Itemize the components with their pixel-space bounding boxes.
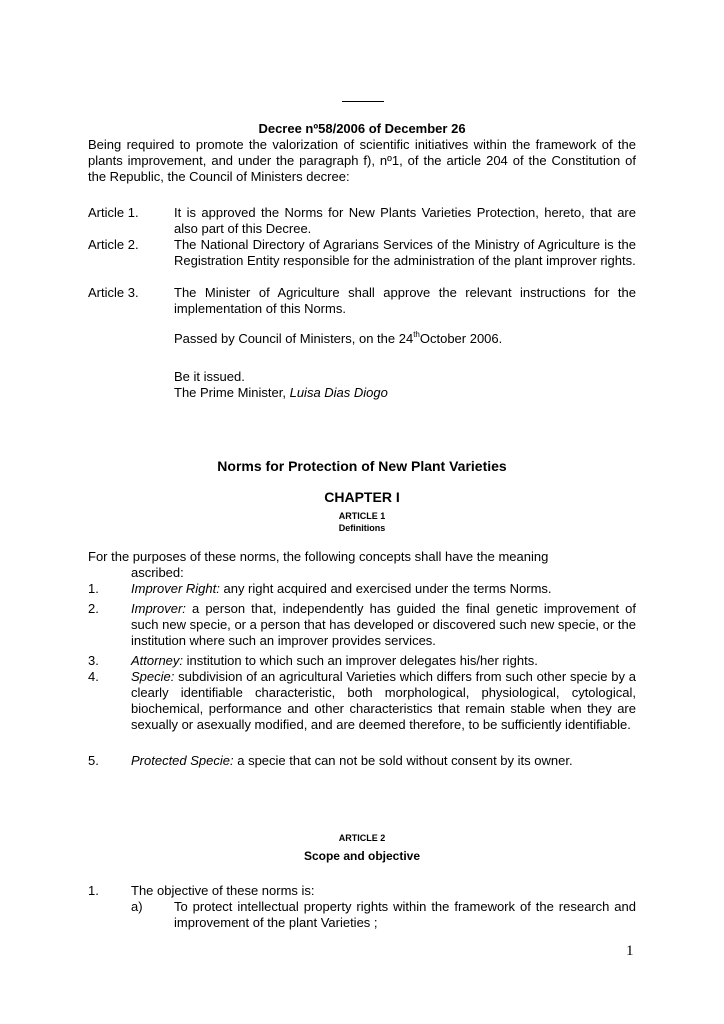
definition-term: Protected Specie: — [131, 753, 234, 768]
article-2-subheading: Scope and objective — [303, 849, 421, 863]
top-rule — [342, 101, 384, 102]
definition-number: 4. — [88, 669, 99, 684]
definition-term: Specie: — [131, 669, 175, 684]
definitions-intro: For the purposes of these norms, the following concepts shall have the meaning — [88, 549, 549, 564]
article-label: Article 3. — [88, 285, 139, 300]
article-text: The Minister of Agriculture shall approve the relevant instructions for the implementation of this Norms. — [174, 285, 636, 316]
article-2-heading: ARTICLE 2 — [338, 833, 386, 843]
norms-title: Norms for Protection of New Plant Varieties — [217, 458, 507, 474]
definition-body — [131, 753, 636, 769]
decree-title: Decree nº58/2006 of December 26 — [258, 121, 466, 136]
definition-text: any right acquired and exercised under the terms Norms. — [219, 581, 552, 596]
definition-term: Attorney: — [131, 653, 184, 668]
definition-text: institution to which such an improver delegates his/her rights. — [183, 653, 538, 668]
article-label: Article 2. — [88, 237, 139, 252]
definition-body — [131, 653, 636, 669]
definition-number: 5. — [88, 753, 99, 768]
preamble-paragraph: Being required to promote the valorization of scientific initiatives within the framework of the plants improvement, and under the paragraph f), nº1, of the article 204 of the Constitution of the Republic, the Council of Ministers decree: — [88, 137, 636, 184]
article-text: It is approved the Norms for New Plants Varieties Protection, hereto, that are also part of this Decree. — [174, 205, 636, 236]
definition-term: Improver: — [131, 601, 186, 616]
passed-superscript: th — [413, 329, 420, 339]
subitem-text: To protect intellectual property rights within the framework of the research and improvement of the plant Varieties ; — [174, 899, 636, 930]
definition-text: subdivision of an agricultural Varieties which differs from such other specie by a clearly identifiable characteristic, both morphological, physiological, cytological, biochemical, performance and other characteristics that remain stable when they are sexually or asexually modified, and are deemed therefore, to be sufficiently identifiable. — [131, 669, 636, 732]
article-text: The National Directory of Agrarians Services of the Ministry of Agriculture is the Registration Entity responsible for the administration of the plant improver rights. — [174, 237, 636, 268]
definitions-intro-continued: ascribed: — [131, 565, 184, 580]
prime-minister-prefix: The Prime Minister, — [174, 385, 290, 400]
passed-before: Passed by Council of Ministers, on the 24 — [174, 331, 414, 346]
chapter-heading: CHAPTER I — [324, 489, 400, 505]
passed-after: October 2006. — [419, 331, 503, 346]
definition-body — [131, 669, 636, 733]
objective-number: 1. — [88, 883, 99, 898]
definition-text: a person that, independently has guided the final genetic improvement of such new specie, or a person that has developed or discovered such new specie, or the institution where such an improver provides services. — [131, 601, 636, 648]
page-number: 1 — [626, 943, 634, 959]
prime-minister-signature — [174, 385, 636, 401]
definition-number: 1. — [88, 581, 99, 596]
article-label: Article 1. — [88, 205, 139, 220]
definition-text: a specie that can not be sold without consent by its owner. — [233, 753, 573, 768]
definition-term: Improver Right: — [131, 581, 220, 596]
objective-text: The objective of these norms is: — [131, 883, 315, 898]
subitem-letter: a) — [131, 899, 143, 914]
definition-body — [131, 601, 636, 649]
issued-statement: Be it issued. — [174, 369, 245, 384]
article-1-subheading: Definitions — [338, 523, 386, 533]
prime-minister-name: Luisa Dias Diogo — [289, 385, 388, 400]
definition-body — [131, 581, 636, 597]
passed-statement — [174, 331, 636, 347]
article-1-heading: ARTICLE 1 — [338, 511, 386, 521]
definition-number: 3. — [88, 653, 99, 668]
definition-number: 2. — [88, 601, 99, 616]
